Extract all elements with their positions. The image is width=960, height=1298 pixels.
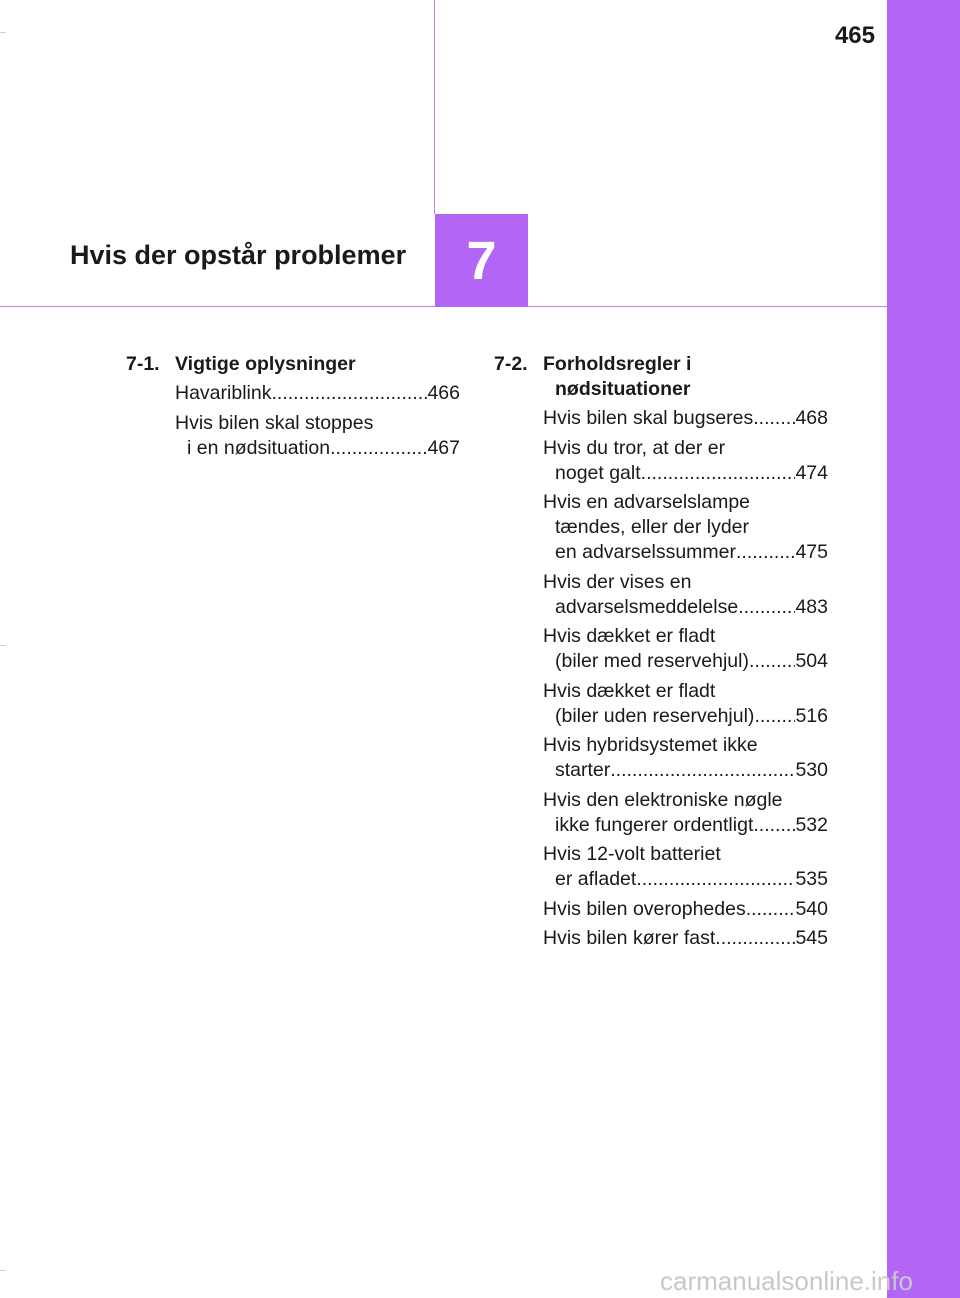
toc-entry-text: advarselsmeddelelse: [555, 595, 739, 618]
toc-entry: [543, 733, 828, 783]
toc-entry-line: Hvis du tror, at der er: [543, 436, 726, 459]
toc-page-number: 540: [795, 897, 828, 920]
dot-leader: [749, 649, 795, 674]
toc-entry-last-line: [543, 461, 828, 486]
toc-page-number: 535: [795, 868, 828, 890]
toc-entry-last-line: [175, 436, 460, 461]
toc-entry-line: Hvis bilen skal stoppes: [175, 411, 374, 434]
toc-entry-text: (biler med reservehjul): [555, 650, 749, 672]
toc-entry-list: [175, 381, 460, 461]
toc-entry-line: Hvis dækket er fladt: [543, 679, 716, 702]
toc-section-7-1: [126, 352, 460, 465]
dot-leader: [754, 704, 795, 729]
crop-mark: [0, 1270, 6, 1271]
dot-leader: [610, 758, 795, 783]
toc-page-number: 483: [795, 595, 828, 618]
toc-entry-last-line: [543, 867, 828, 892]
header-vertical-rule: [434, 0, 435, 214]
dot-leader: [736, 540, 795, 565]
toc-entry-last-line: [175, 381, 460, 406]
dot-leader: [641, 461, 796, 486]
toc-entry-text: Hvis bilen kører fast: [543, 927, 716, 949]
toc-page-number: 475: [795, 541, 828, 563]
toc-entry: [543, 926, 828, 951]
toc-page-number: 545: [795, 927, 828, 949]
section-title-line: Forholdsregler i: [543, 353, 692, 375]
toc-entry-text: ikke fungerer ordentligt: [555, 813, 754, 836]
toc-entry-text: er afladet: [555, 868, 637, 890]
toc-page-number: 516: [795, 704, 828, 727]
toc-entry: [543, 406, 828, 431]
toc-entry-line: Hvis den elektroniske nøgle: [543, 788, 783, 811]
chapter-side-tab: [887, 0, 960, 1298]
section-title-line: nødsituationer: [555, 378, 691, 400]
toc-entry-last-line: [543, 649, 828, 674]
toc-entry-text: Hvis bilen overophedes: [543, 897, 746, 920]
chapter-number: 7: [466, 230, 497, 291]
toc-entry: [543, 436, 828, 486]
toc-entry-line: Hvis der vises en: [543, 570, 692, 593]
page-number: 465: [834, 22, 875, 49]
toc-entry-last-line: [543, 926, 828, 951]
toc-entry-line: Hvis 12-volt batteriet: [543, 843, 721, 865]
toc-entry-text: (biler uden reservehjul): [555, 704, 755, 727]
dot-leader: [738, 595, 795, 620]
toc-page-number: 474: [795, 461, 828, 484]
toc-entry: [543, 679, 828, 729]
toc-entry: [543, 788, 828, 838]
toc-entry-list: [543, 406, 828, 951]
toc-entry-text: en advarselssummer: [555, 541, 736, 563]
toc-entry-line: tændes, eller der lyder: [555, 516, 750, 538]
toc-page-number: 468: [795, 407, 828, 429]
dot-leader: [271, 381, 427, 406]
toc-entry-last-line: [543, 813, 828, 838]
toc-page-number: 466: [427, 382, 460, 404]
section-number: 7-2.: [494, 353, 528, 375]
toc-entry-line: Hvis en advarselslampe: [543, 491, 751, 513]
toc-page-number: 467: [427, 436, 460, 459]
toc-page-number: 504: [795, 650, 828, 672]
dot-leader: [330, 436, 427, 461]
toc-entry: [175, 411, 460, 461]
section-title: [175, 352, 460, 377]
toc-entry-last-line: [543, 406, 828, 431]
toc-entry: [175, 381, 460, 406]
dot-leader: [746, 897, 796, 922]
watermark: carmanualsonline.info: [660, 1266, 913, 1296]
toc-entry: [543, 490, 828, 565]
dot-leader: [715, 926, 795, 951]
chapter-title: Hvis der opstår problemer: [70, 240, 407, 270]
chapter-number-box: [435, 214, 528, 307]
dot-leader: [753, 406, 795, 431]
dot-leader: [753, 813, 795, 838]
toc-entry-text: noget galt: [555, 461, 641, 484]
crop-mark: [0, 645, 6, 646]
crop-mark: [0, 32, 6, 33]
section-title: [543, 352, 828, 402]
toc-page-number: 532: [795, 813, 828, 836]
toc-entry-last-line: [543, 540, 828, 565]
toc-entry-line: Hvis dækket er fladt: [543, 625, 716, 647]
section-number: 7-1.: [126, 353, 160, 375]
toc-entry-last-line: [543, 595, 828, 620]
toc-entry: [543, 570, 828, 620]
toc-entry-last-line: [543, 897, 828, 922]
toc-entry-last-line: [543, 704, 828, 729]
toc-entry-text: starter: [555, 759, 611, 781]
dot-leader: [636, 867, 795, 892]
section-title-line: Vigtige oplysninger: [175, 353, 356, 375]
toc-entry: [543, 897, 828, 922]
toc-entry-text: i en nødsituation: [187, 436, 331, 459]
toc-entry-last-line: [543, 758, 828, 783]
toc-entry: [543, 624, 828, 674]
section-heading: [494, 352, 828, 402]
toc-entry: [543, 842, 828, 892]
section-heading: [126, 352, 460, 377]
toc-section-7-2: [494, 352, 828, 956]
toc-entry-line: Hvis hybridsystemet ikke: [543, 734, 758, 756]
toc-entry-text: Hvis bilen skal bugseres: [543, 407, 754, 429]
toc-page-number: 530: [795, 759, 828, 781]
toc-entry-text: Havariblink: [175, 382, 272, 404]
